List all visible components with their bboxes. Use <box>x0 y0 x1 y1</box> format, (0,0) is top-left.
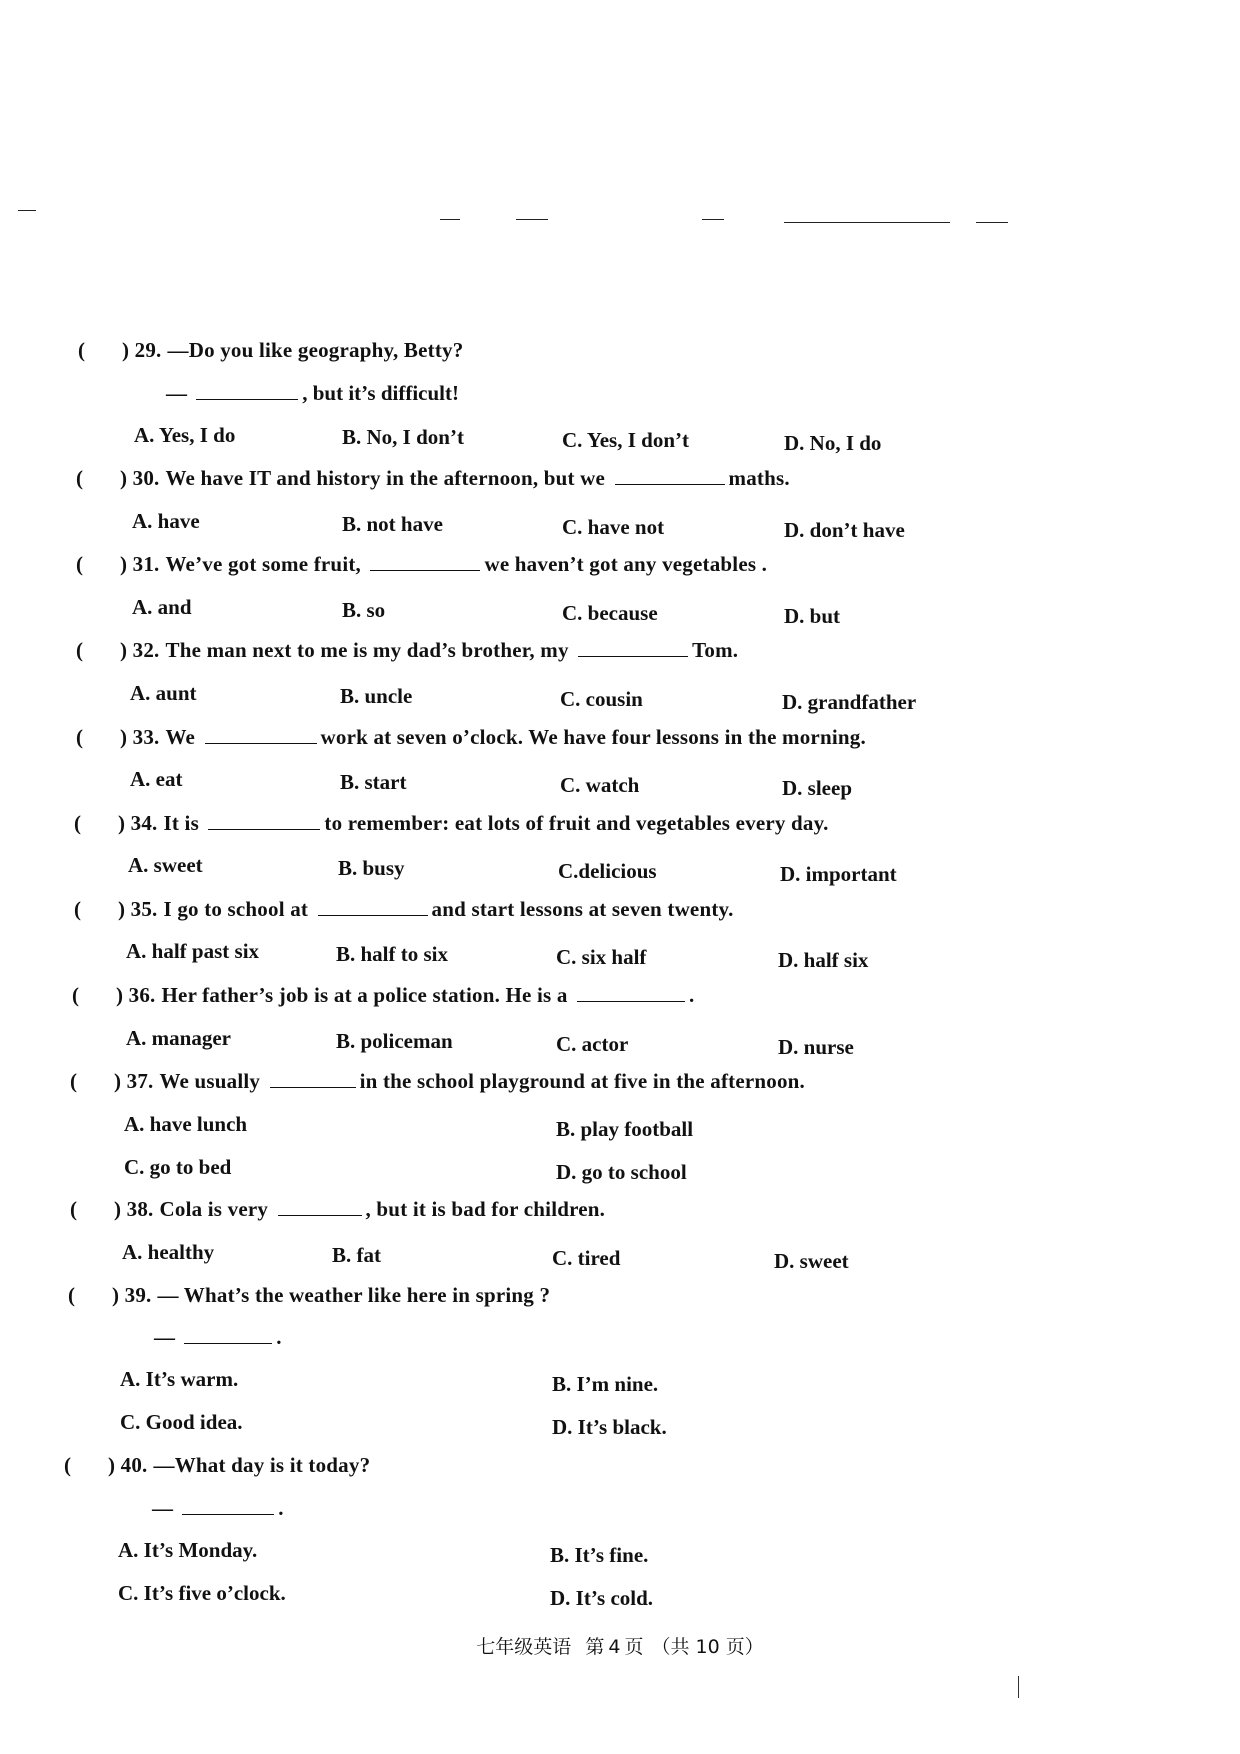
answer-blank[interactable] <box>184 1325 272 1344</box>
question-35: ( ) 35. I go to school at and start lessons at seven twenty. <box>74 897 734 921</box>
answer-line-40: — . <box>152 1496 284 1520</box>
answer-blank[interactable] <box>278 1197 362 1216</box>
option-30-a[interactable]: A. have <box>132 509 200 533</box>
option-35-b[interactable]: B. half to six <box>336 942 449 966</box>
option-40-d[interactable]: D. It’s cold. <box>550 1586 654 1610</box>
option-40-c[interactable]: C. It’s five o’clock. <box>118 1581 286 1605</box>
footer-page-label: 第 <box>585 1636 605 1658</box>
option-32-c[interactable]: C. cousin <box>560 687 643 711</box>
footer-subject: 七年级英语 <box>476 1636 572 1658</box>
answer-blank[interactable] <box>615 466 725 485</box>
option-36-a[interactable]: A. manager <box>126 1026 231 1050</box>
question-38: ( ) 38. Cola is very , but it is bad for children. <box>70 1197 606 1221</box>
option-33-d[interactable]: D. sleep <box>782 776 852 800</box>
answer-blank[interactable] <box>208 811 320 830</box>
option-31-a[interactable]: A. and <box>132 595 192 619</box>
option-35-d[interactable]: D. half six <box>778 948 869 972</box>
header-rule <box>18 210 36 211</box>
footer-total-pages: （共 10 页） <box>651 1636 764 1658</box>
answer-blank[interactable] <box>182 1496 274 1515</box>
option-35-a[interactable]: A. half past six <box>126 939 260 963</box>
option-36-c[interactable]: C. actor <box>556 1032 629 1056</box>
option-33-c[interactable]: C. watch <box>560 773 640 797</box>
option-32-b[interactable]: B. uncle <box>340 684 413 708</box>
option-31-c[interactable]: C. because <box>562 601 658 625</box>
option-30-d[interactable]: D. don’t have <box>784 518 905 542</box>
question-40: ( ) 40. —What day is it today? <box>64 1453 371 1477</box>
option-33-a[interactable]: A. eat <box>130 767 183 791</box>
answer-blank[interactable] <box>577 983 685 1002</box>
option-33-b[interactable]: B. start <box>340 770 407 794</box>
header-rule <box>516 219 548 220</box>
header-rule <box>702 219 724 220</box>
header-rule <box>440 219 460 220</box>
answer-line-29: — , but it’s difficult! <box>166 381 459 405</box>
option-38-a[interactable]: A. healthy <box>122 1240 215 1264</box>
option-35-c[interactable]: C. six half <box>556 945 647 969</box>
option-29-c[interactable]: C. Yes, I don’t <box>562 428 689 452</box>
option-38-b[interactable]: B. fat <box>332 1243 381 1267</box>
option-39-b[interactable]: B. I’m nine. <box>552 1372 659 1396</box>
option-39-d[interactable]: D. It’s black. <box>552 1415 667 1439</box>
option-38-c[interactable]: C. tired <box>552 1246 621 1270</box>
option-34-d[interactable]: D. important <box>780 862 897 886</box>
option-29-b[interactable]: B. No, I don’t <box>342 425 464 449</box>
option-39-c[interactable]: C. Good idea. <box>120 1410 243 1434</box>
option-39-a[interactable]: A. It’s warm. <box>120 1367 239 1391</box>
answer-blank[interactable] <box>370 552 480 571</box>
option-34-a[interactable]: A. sweet <box>128 853 203 877</box>
option-34-c[interactable]: C.delicious <box>558 859 657 883</box>
option-31-b[interactable]: B. so <box>342 598 386 622</box>
option-30-c[interactable]: C. have not <box>562 515 665 539</box>
option-31-d[interactable]: D. but <box>784 604 841 628</box>
question-29: ( ) 29. —Do you like geography, Betty? <box>78 338 464 362</box>
option-37-a[interactable]: A. have lunch <box>124 1112 248 1136</box>
option-32-d[interactable]: D. grandfather <box>782 690 917 714</box>
scan-edge-mark <box>1018 1676 1019 1698</box>
option-37-d[interactable]: D. go to school <box>556 1160 687 1184</box>
question-32: ( ) 32. The man next to me is my dad’s brother, my Tom. <box>76 638 739 662</box>
option-37-b[interactable]: B. play football <box>556 1117 694 1141</box>
option-34-b[interactable]: B. busy <box>338 856 405 880</box>
answer-blank[interactable] <box>205 725 317 744</box>
question-34: ( ) 34. It is to remember: eat lots of fruit and vegetables every day. <box>74 811 829 835</box>
option-32-a[interactable]: A. aunt <box>130 681 197 705</box>
question-37: ( ) 37. We usually in the school playground at five in the afternoon. <box>70 1069 805 1093</box>
option-36-b[interactable]: B. policeman <box>336 1029 453 1053</box>
option-40-a[interactable]: A. It’s Monday. <box>118 1538 258 1562</box>
option-36-d[interactable]: D. nurse <box>778 1035 854 1059</box>
answer-line-39: — . <box>154 1325 282 1349</box>
page-footer <box>0 1632 1240 1659</box>
answer-blank[interactable] <box>270 1069 356 1088</box>
footer-page-number: 4 <box>608 1636 621 1658</box>
answer-blank[interactable] <box>578 638 688 657</box>
option-30-b[interactable]: B. not have <box>342 512 443 536</box>
answer-blank[interactable] <box>196 381 298 400</box>
option-38-d[interactable]: D. sweet <box>774 1249 849 1273</box>
option-29-a[interactable]: A. Yes, I do <box>134 423 236 447</box>
header-rule <box>784 222 950 223</box>
header-rule <box>976 222 1008 223</box>
footer-page-unit: 页 <box>624 1636 644 1658</box>
question-31: ( ) 31. We’ve got some fruit, we haven’t got any vegetables . <box>76 552 768 576</box>
question-36: ( ) 36. Her father’s job is at a police station. He is a . <box>72 983 695 1007</box>
question-30: ( ) 30. We have IT and history in the afternoon, but we maths. <box>76 466 790 490</box>
question-39: ( ) 39. — What’s the weather like here in spring ? <box>68 1283 551 1307</box>
question-33: ( ) 33. We work at seven o’clock. We have four lessons in the morning. <box>76 725 866 749</box>
answer-blank[interactable] <box>318 897 428 916</box>
option-29-d[interactable]: D. No, I do <box>784 431 882 455</box>
option-37-c[interactable]: C. go to bed <box>124 1155 232 1179</box>
option-40-b[interactable]: B. It’s fine. <box>550 1543 649 1567</box>
